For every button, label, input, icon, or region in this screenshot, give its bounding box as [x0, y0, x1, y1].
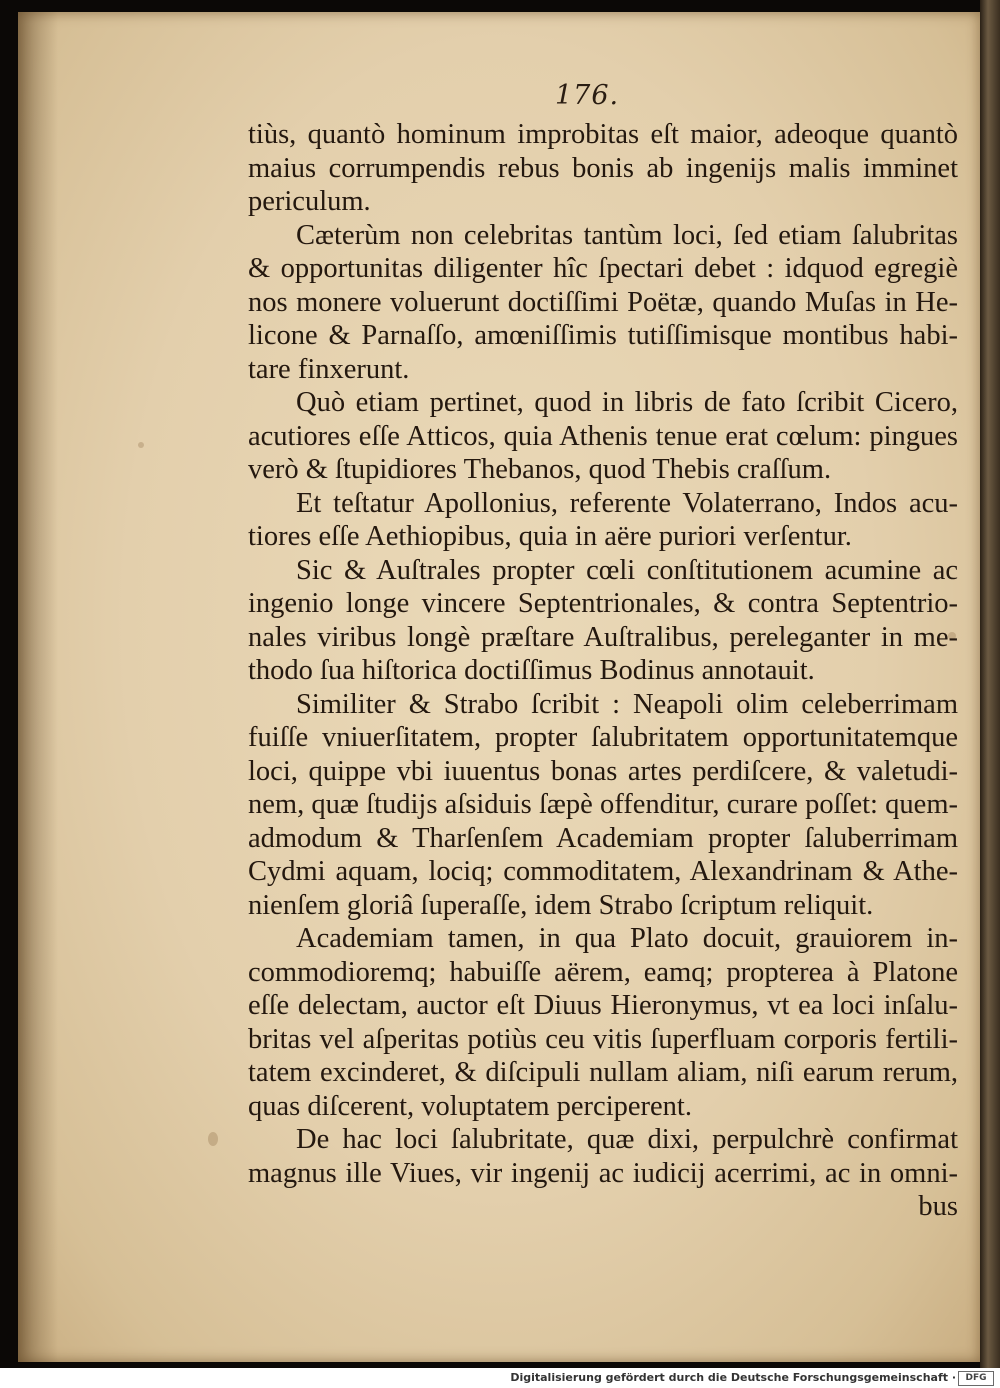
text-line: tare finxerunt. [248, 353, 410, 385]
page-text-block [248, 118, 958, 1224]
text-line: nales viribus longè præſtare Auſtralibus, pereleganter in me- [248, 621, 958, 653]
text-line: periculum. [248, 186, 371, 217]
text-line: Et teſtatur Apollonius, referente Volaterrano, Indos acu- [296, 487, 958, 519]
text-line: nem, quæ ſtudijs aſsiduis ſæpè offenditur, curare poſſet: quem- [248, 789, 958, 820]
dfg-logo: DFG [958, 1371, 994, 1386]
text-line: quas diſcerent, voluptatem perciperent. [248, 1090, 692, 1122]
text-line: loci, quippe vbi iuuentus bonas artes perdiſcere, & valetudi- [248, 755, 958, 787]
funding-credit-bar [0, 1368, 1000, 1388]
catchword: bus [918, 1191, 958, 1222]
page-edge [980, 0, 1000, 1368]
text-line: nos monere voluerunt doctiſſimi Poëtæ, quando Muſas in He- [248, 286, 958, 318]
text-line: ingenio longe vincere Septentrionales, & contra Septentrio- [248, 588, 958, 619]
text-line: admodum & Tharſenſem Academiam propter ſaluberrimam [248, 822, 958, 854]
text-line: tiores eſſe Aethiopibus, quia in aëre puriori verſentur. [248, 521, 852, 552]
text-line: De hac loci ſalubritate, quæ dixi, perpulchrè confirmat [296, 1124, 958, 1155]
text-line: Academiam tamen, in qua Plato docuit, grauiorem in- [296, 923, 958, 954]
page-gutter-shadow [18, 12, 58, 1362]
text-line: maius corrumpendis rebus bonis ab ingenijs malis imminet [248, 152, 958, 184]
text-line: Cydmi aquam, lociq; commoditatem, Alexandrinam & Athe- [248, 856, 958, 887]
text-line: Cæterùm non celebritas tantùm loci, ſed etiam ſalubritas [296, 219, 958, 251]
page-number: 176. [555, 80, 620, 111]
text-line: verò & ſtupidiores Thebanos, quod Thebis craſſum. [248, 454, 832, 485]
text-line: magnus ille Viues, vir ingenij ac iudicij acerrimi, ac in omni- [248, 1157, 958, 1189]
foxing-spot [138, 442, 144, 448]
text-line: nienſem gloriâ ſuperaſſe, idem Strabo ſcriptum reliquit. [248, 889, 874, 921]
text-line: acutiores eſſe Atticos, quia Athenis tenue erat cœlum: pingues [248, 420, 958, 452]
text-line: thodo ſua hiſtorica doctiſſimus Bodinus annotauit. [248, 655, 815, 686]
text-line: fuiſſe vniuerſitatem, propter ſalubritatem opportunitatemque [248, 722, 958, 753]
text-line: britas vel aſperitas potiùs ceu vitis ſuperfluam corporis fertili- [248, 1023, 958, 1055]
text-line: Sic & Auſtrales propter cœli conſtitutionem acumine ac [296, 554, 958, 586]
text-line: commodioremq; habuiſſe aërem, eamq; propterea à Platone [248, 956, 958, 988]
text-line: licone & Parnaſſo, amœniſſimis tutiſſimisque montibus habi- [248, 320, 958, 351]
text-line: & opportunitas diligenter hîc ſpectari debet : idquod egregiè [248, 253, 958, 284]
text-line: tiùs, quantò hominum improbitas eſt maior, adeoque quantò [248, 119, 958, 150]
foxing-spot [208, 1132, 218, 1146]
funding-credit-text: Digitalisierung gefördert durch die Deutsche Forschungsgemeinschaft · [510, 1371, 956, 1384]
text-line: tatem excinderet, & diſcipuli nullam aliam, niſi earum rerum, [248, 1057, 958, 1088]
text-line: Quò etiam pertinet, quod in libris de fato ſcribit Cicero, [296, 387, 958, 418]
text-line: Similiter & Strabo ſcribit : Neapoli olim celeberrimam [296, 688, 958, 720]
text-line: eſſe delectam, auctor eſt Diuus Hieronymus, vt ea loci inſalu- [248, 990, 958, 1021]
